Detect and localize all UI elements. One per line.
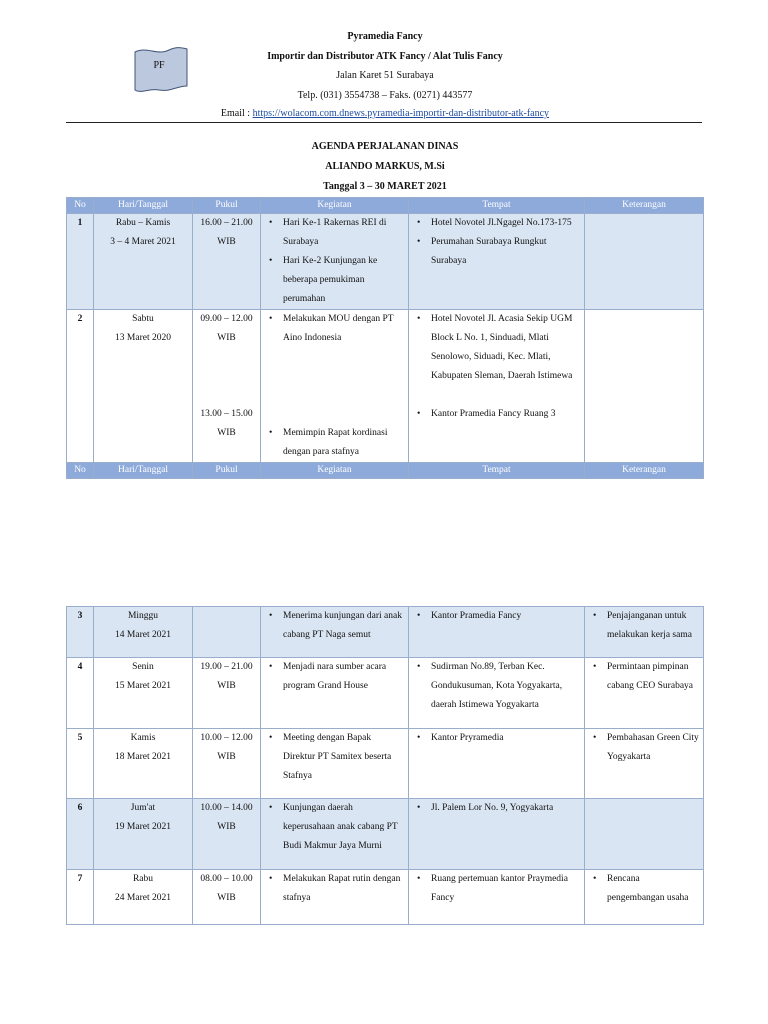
list-item: • Hotel Novotel Jl. Acasia Sekip UGM Block L No. 1, Sinduadi, Mlati Senolowo, Siduadi, Kec. Mlati, Kabupaten Sleman, Daerah Istimewa [431,310,580,386]
company-tagline: Importir dan Distributor ATK Fancy / Alat Tulis Fancy [267,51,503,62]
row-date-text: 15 Maret 2021 [115,681,171,691]
row-number: 4 [67,658,94,729]
list-item: • Permintaan pimpinan cabang CEO Surabaya [607,658,699,696]
list-item: • Kunjungan daerah keperusahaan anak cabang PT Budi Makmur Jaya Murni [283,799,404,856]
row-notes [585,214,704,310]
row-day: Minggu [127,611,159,621]
list-item: • Sudirman No.89, Terban Kec. Gondukusuman, Kota Yogyakarta, daerah Istimewa Yogyakarta [431,658,580,715]
row-activities [261,310,409,463]
row-day: Rabu [132,874,154,884]
row-time-zone: WIB [217,822,236,832]
row-notes [585,870,704,925]
list-item: • Hari Ke-1 Rakernas REI di Surabaya [283,214,404,252]
row-places [409,870,585,925]
row-number: 2 [67,310,94,463]
row-time-zone: WIB [217,752,236,762]
agenda-table-part1 [66,197,704,479]
col-header-activity: Kegiatan [261,198,409,214]
col-header-activity: Kegiatan [261,463,409,479]
col-header-no: No [67,198,94,214]
row-places [409,607,585,658]
row-date [94,310,193,463]
col-header-no: No [67,463,94,479]
email-label: Email : [220,108,253,119]
row-notes [585,310,704,463]
row-notes [585,658,704,729]
list-item: • Hotel Novotel Jl.Ngagel No.173-175 [431,214,580,233]
row-time [193,214,261,310]
col-header-date: Hari/Tanggal [94,198,193,214]
row-date-text: 3 – 4 Maret 2021 [110,237,176,247]
list-item: • Memimpin Rapat kordinasi dengan para stafnya [283,424,404,462]
list-item: • Melakukan MOU dengan PT Aino Indonesia [283,310,404,348]
row-activities [261,870,409,925]
col-header-place: Tempat [409,198,585,214]
row-time-range: 19.00 – 21.00 [200,662,253,672]
row-date [94,607,193,658]
row-notes [585,729,704,799]
row-time [193,658,261,729]
row-time-range: 09.00 – 12.00 [200,314,253,324]
row-places [409,729,585,799]
row-time-range: 10.00 – 12.00 [200,733,253,743]
header-divider [66,122,702,123]
row-activities [261,729,409,799]
table-row [67,214,704,310]
logo-text: PF [153,60,165,71]
list-item: • Ruang pertemuan kantor Praymedia Fancy [431,870,580,908]
col-header-notes: Keterangan [585,198,704,214]
col-header-time: Pukul [193,463,261,479]
row-number: 3 [67,607,94,658]
table-header-row-repeat [67,463,704,479]
row-date [94,870,193,925]
row-day: Sabtu [132,314,154,324]
list-item: • Meeting dengan Bapak Direktur PT Samitex beserta Stafnya [283,729,404,786]
row-time [193,870,261,925]
document-date-range: Tanggal 3 – 30 MARET 2021 [323,181,447,192]
table-row [67,607,704,658]
list-item: • Penjajanganan untuk melakukan kerja sama [607,607,699,645]
row-date [94,799,193,870]
row-time-range: 08.00 – 10.00 [200,874,253,884]
row-activities [261,658,409,729]
list-item: • Pembahasan Green City Yogyakarta [607,729,699,767]
list-item: • Jl. Palem Lor No. 9, Yogyakarta [431,799,580,818]
row-time-zone: WIB [217,893,236,903]
list-item: • Kantor Pramedia Fancy Ruang 3 [431,405,580,424]
company-address: Jalan Karet 51 Surabaya [336,70,434,81]
agenda-table-part2 [66,606,704,925]
table-row [67,870,704,925]
list-item: • Perumahan Surabaya Rungkut Surabaya [431,233,580,271]
table-row [67,310,704,463]
row-time-zone: WIB [217,681,236,691]
table-row [67,799,704,870]
row-number: 1 [67,214,94,310]
row-time [193,799,261,870]
row-date-text: 14 Maret 2021 [115,630,171,640]
list-item: • Hari Ke-2 Kunjungan ke beberapa pemukiman perumahan [283,252,404,309]
table-row [67,729,704,799]
row-day: Jum'at [130,803,156,813]
row-number: 7 [67,870,94,925]
row-time-range: 13.00 – 15.00 [200,409,253,419]
row-day: Rabu – Kamis [115,218,171,228]
document-person: ALIANDO MARKUS, M.Si [325,161,445,172]
list-item: • Menerima kunjungan dari anak cabang PT Naga semut [283,607,404,645]
row-notes [585,799,704,870]
list-item: • Menjadi nara sumber acara program Grand House [283,658,404,696]
row-date [94,729,193,799]
list-item: • Kantor Pramedia Fancy [431,607,580,626]
table-header-row [67,198,704,214]
row-day: Kamis [130,733,156,743]
row-notes [585,607,704,658]
row-places [409,658,585,729]
row-time-range: 16.00 – 21.00 [200,218,253,228]
row-activities [261,799,409,870]
company-email [60,108,710,119]
row-time-zone: WIB [217,333,236,343]
row-date [94,214,193,310]
row-time [193,310,261,463]
list-item: • Kantor Pryramedia [431,729,580,748]
row-activities [261,607,409,658]
col-header-notes: Keterangan [585,463,704,479]
row-date-text: 19 Maret 2021 [115,822,171,832]
col-header-place: Tempat [409,463,585,479]
row-date [94,658,193,729]
row-number: 5 [67,729,94,799]
row-time [193,729,261,799]
email-link[interactable]: https://wolacom.com.dnews.pyramedia-importir-dan-distributor-atk-fancy [252,108,550,119]
row-places [409,214,585,310]
list-item: • Melakukan Rapat rutin dengan stafnya [283,870,404,908]
row-places [409,310,585,463]
row-time-zone: WIB [217,237,236,247]
document-title: AGENDA PERJALANAN DINAS [311,141,459,152]
row-time-range: 10.00 – 14.00 [200,803,253,813]
row-time-zone: WIB [217,428,236,438]
company-name: Pyramedia Fancy [347,31,423,42]
row-date-text: 24 Maret 2021 [115,893,171,903]
row-number: 6 [67,799,94,870]
row-day: Senin [132,662,154,672]
col-header-time: Pukul [193,198,261,214]
row-date-text: 18 Maret 2021 [115,752,171,762]
list-item: • Rencana pengembangan usaha [607,870,699,908]
company-phone: Telp. (031) 3554738 – Faks. (0271) 443577 [297,90,473,101]
row-date-text: 13 Maret 2020 [115,333,171,343]
table-row [67,658,704,729]
row-activities [261,214,409,310]
row-time [193,607,261,658]
col-header-date: Hari/Tanggal [94,463,193,479]
row-places [409,799,585,870]
